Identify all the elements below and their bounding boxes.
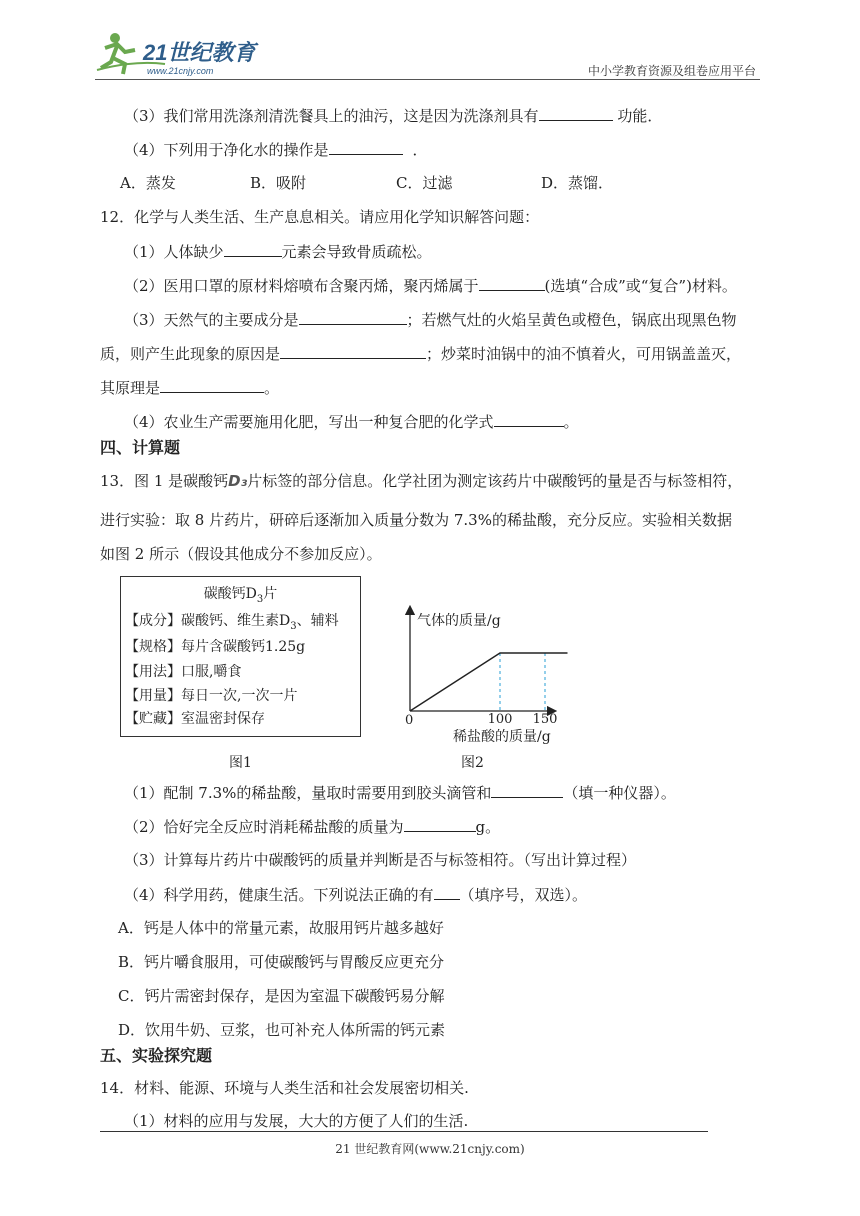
answer-blank[interactable] <box>479 275 545 291</box>
answer-blank[interactable] <box>434 884 460 900</box>
answer-blank[interactable] <box>160 377 264 393</box>
drug-label-box <box>120 576 361 737</box>
site-logo <box>95 30 265 78</box>
section-heading-calculation: 四、计算题 <box>100 438 181 457</box>
figure2-caption: 图2 <box>461 755 484 771</box>
y-axis-label: 气体的质量/g <box>417 613 501 629</box>
section-heading-experiment: 五、实验探究题 <box>100 1046 213 1065</box>
x-tick-label-150: 150 <box>532 712 558 727</box>
q11-option-d: D．蒸馏． <box>541 174 614 192</box>
q13-stem-line2: 进行实验：取 8 片药片，研碎后逐渐加入质量分数为 7.3%的稀盐酸，充分反应。实验相关数据 <box>100 511 732 529</box>
gas-mass-series-line <box>410 653 568 711</box>
page-header <box>95 30 760 82</box>
q12-part3-line1: （3）天然气的主要成分是 ；若燃气灶的火焰呈黄色或橙色，锅底出现黑色物 <box>124 311 737 329</box>
d3-image-text: D₃ <box>228 472 248 490</box>
label-row-ingredients: 【成分】碳酸钙、维生素$D_3$、辅料 <box>125 613 339 632</box>
q12-part4: （4）农业生产需要施用化肥，写出一种复合肥的化学式 。 <box>124 413 579 431</box>
figure1-caption: 图1 <box>229 755 252 771</box>
answer-blank[interactable] <box>224 241 282 257</box>
svg-text:www.21cnjy.com: www.21cnjy.com <box>147 66 214 76</box>
footer-divider <box>100 1131 708 1132</box>
answer-blank[interactable] <box>404 816 476 832</box>
q11-option-c: C．过滤 <box>396 174 453 192</box>
q14-stem: 14．材料、能源、环境与人类生活和社会发展密切相关. <box>100 1079 469 1097</box>
answer-blank[interactable] <box>329 139 403 155</box>
q12-part3-line3: 其原理是 。 <box>100 379 280 397</box>
label-row-usage: 【用法】口服,嚼食 <box>125 664 242 680</box>
q13-option-a: A．钙是人体中的常量元素，故服用钙片越多越好 <box>118 919 444 937</box>
label-row-storage: 【贮藏】室温密封保存 <box>125 711 265 727</box>
answer-blank[interactable] <box>299 309 407 325</box>
q14-part1: （1）材料的应用与发展，大大的方便了人们的生活. <box>124 1112 469 1130</box>
q12-stem: 12．化学与人类生活、生产息息相关。请应用化学知识解答问题： <box>100 208 540 226</box>
q13-option-b: B．钙片嚼食服用，可使碳酸钙与胃酸反应更充分 <box>118 953 445 971</box>
answer-blank[interactable] <box>539 105 613 121</box>
platform-name: 中小学教育资源及组卷应用平台 <box>587 64 756 78</box>
answer-blank[interactable] <box>494 411 564 427</box>
x-tick-label-100: 100 <box>487 712 513 727</box>
label-row-dosage: 【用量】每日一次,一次一片 <box>125 688 298 704</box>
q13-stem-line1: 13．图 1 是碳酸钙D₃片标签的部分信息。化学社团为测定该药片中碳酸钙的量是否与标签相符， <box>100 472 743 490</box>
q12-part3-line2: 质，则产生此现象的原因是 ；炒菜时油锅中的油不慎着火，可用锅盖盖灭， <box>100 345 742 363</box>
answer-blank[interactable] <box>491 782 563 798</box>
x-axis-label: 稀盐酸的质量/g <box>453 729 551 745</box>
q13-part2: （2）恰好完全反应时消耗稀盐酸的质量为 g。 <box>124 818 501 836</box>
svg-text:21世纪教育: 21世纪教育 <box>143 40 256 65</box>
q13-stem-line3: 如图 2 所示（假设其他成分不参加反应）。 <box>100 545 382 563</box>
q12-part2: （2）医用口罩的原材料熔喷布含聚丙烯，聚丙烯属于 (选填“合成”或“复合”)材料。 <box>124 277 737 295</box>
q12-part1: （1）人体缺少 元素会导致骨质疏松。 <box>124 243 432 261</box>
q11-option-b: B．吸附 <box>250 174 307 192</box>
q13-part4: （4）科学用药，健康生活。下列说法正确的有 （填序号，双选）。 <box>124 886 588 904</box>
answer-blank[interactable] <box>280 343 426 359</box>
q13-option-d: D．饮用牛奶、豆浆，也可补充人体所需的钙元素 <box>118 1021 446 1039</box>
q11-option-a: A．蒸发 <box>120 174 176 192</box>
q13-part1: （1）配制 7.3%的稀盐酸，量取时需要用到胶头滴管和 （填一种仪器）。 <box>124 784 676 802</box>
q11-part3: （3）我们常用洗涤剂清洗餐具上的油污，这是因为洗涤剂具有 功能． <box>124 107 663 125</box>
q13-part3: （3）计算每片药片中碳酸钙的质量并判断是否与标签相符。（写出计算过程） <box>124 851 637 869</box>
origin-label: 0 <box>405 713 414 728</box>
q11-part4: （4）下列用于净化水的操作是 ． <box>124 141 428 159</box>
label-row-spec: 【规格】每片含碳酸钙1.25g <box>125 639 306 655</box>
page-footer: 21 世纪教育网(www.21cnjy.com) <box>335 1142 525 1156</box>
q13-option-c: C．钙片需密封保存，是因为室温下碳酸钙易分解 <box>118 987 445 1005</box>
label-title: 碳酸钙$D_3$片 <box>203 586 278 605</box>
gas-mass-chart <box>395 600 570 748</box>
header-divider <box>95 79 760 80</box>
